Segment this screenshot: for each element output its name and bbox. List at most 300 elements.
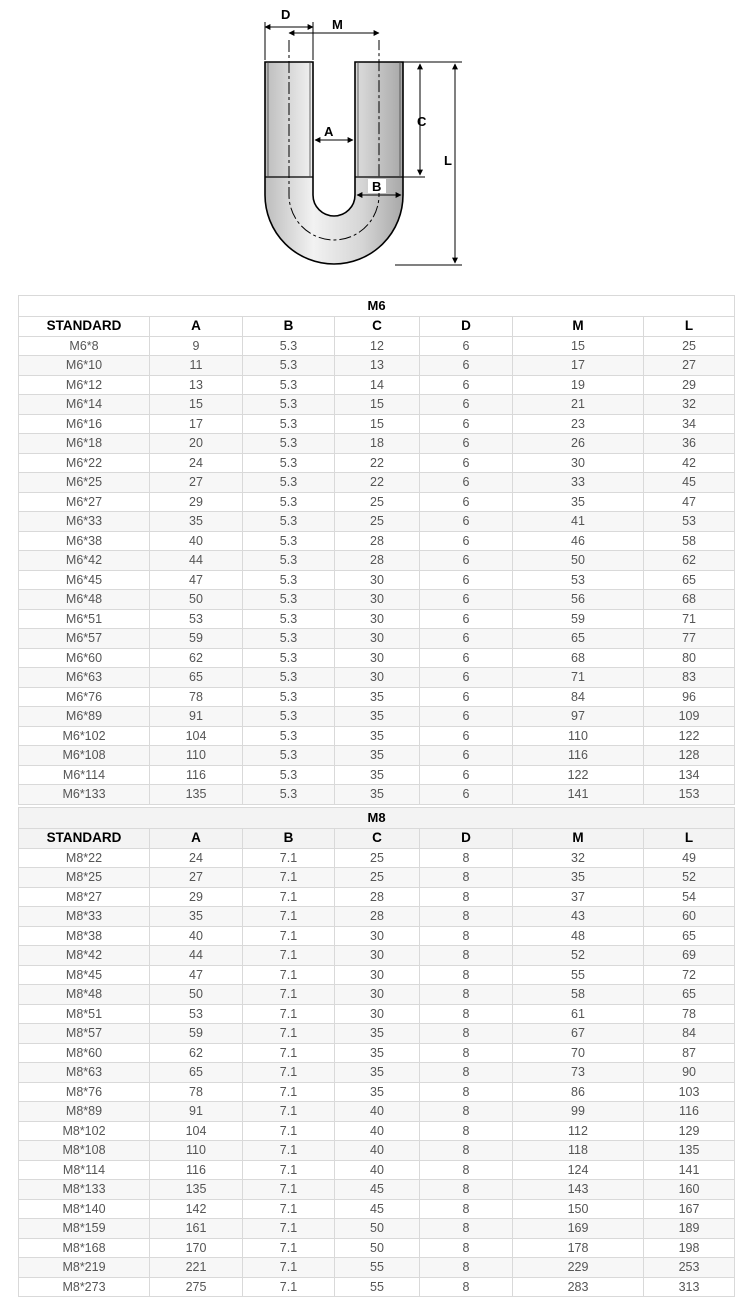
cell-a: 78 bbox=[150, 687, 243, 707]
table-header-row bbox=[19, 829, 735, 849]
column-header-b: B bbox=[243, 829, 335, 849]
cell-standard: M8*51 bbox=[19, 1004, 150, 1024]
cell-a: 50 bbox=[150, 590, 243, 610]
cell-m: 141 bbox=[513, 785, 644, 805]
cell-d: 8 bbox=[420, 1024, 513, 1044]
table-title-row bbox=[19, 296, 735, 317]
column-header-a: A bbox=[150, 317, 243, 337]
cell-a: 62 bbox=[150, 648, 243, 668]
cell-d: 6 bbox=[420, 590, 513, 610]
cell-a: 65 bbox=[150, 1063, 243, 1083]
cell-c: 35 bbox=[335, 1043, 420, 1063]
cell-a: 24 bbox=[150, 848, 243, 868]
table-row bbox=[19, 1160, 735, 1180]
cell-b: 5.3 bbox=[243, 707, 335, 727]
cell-b: 7.1 bbox=[243, 1082, 335, 1102]
cell-l: 72 bbox=[644, 965, 735, 985]
table-row bbox=[19, 668, 735, 688]
cell-b: 7.1 bbox=[243, 1043, 335, 1063]
cell-a: 275 bbox=[150, 1277, 243, 1297]
cell-d: 8 bbox=[420, 1219, 513, 1239]
cell-c: 30 bbox=[335, 926, 420, 946]
cell-m: 56 bbox=[513, 590, 644, 610]
cell-d: 8 bbox=[420, 907, 513, 927]
cell-l: 52 bbox=[644, 868, 735, 888]
cell-l: 42 bbox=[644, 453, 735, 473]
u-bolt-diagram bbox=[0, 0, 750, 290]
cell-standard: M6*14 bbox=[19, 395, 150, 415]
cell-b: 7.1 bbox=[243, 946, 335, 966]
cell-c: 30 bbox=[335, 946, 420, 966]
cell-standard: M8*168 bbox=[19, 1238, 150, 1258]
cell-l: 65 bbox=[644, 926, 735, 946]
cell-m: 35 bbox=[513, 868, 644, 888]
cell-a: 15 bbox=[150, 395, 243, 415]
cell-l: 83 bbox=[644, 668, 735, 688]
cell-m: 58 bbox=[513, 985, 644, 1005]
cell-b: 7.1 bbox=[243, 1141, 335, 1161]
cell-b: 5.3 bbox=[243, 609, 335, 629]
table-row bbox=[19, 785, 735, 805]
column-header-c: C bbox=[335, 829, 420, 849]
table-row bbox=[19, 926, 735, 946]
table-row bbox=[19, 414, 735, 434]
cell-b: 5.3 bbox=[243, 356, 335, 376]
column-header-standard: STANDARD bbox=[19, 317, 150, 337]
table-row bbox=[19, 746, 735, 766]
cell-standard: M8*48 bbox=[19, 985, 150, 1005]
cell-b: 5.3 bbox=[243, 414, 335, 434]
cell-d: 8 bbox=[420, 868, 513, 888]
cell-b: 5.3 bbox=[243, 687, 335, 707]
cell-b: 7.1 bbox=[243, 1180, 335, 1200]
cell-c: 13 bbox=[335, 356, 420, 376]
table-row bbox=[19, 453, 735, 473]
cell-c: 14 bbox=[335, 375, 420, 395]
cell-d: 6 bbox=[420, 746, 513, 766]
cell-m: 97 bbox=[513, 707, 644, 727]
cell-c: 22 bbox=[335, 473, 420, 493]
cell-b: 5.3 bbox=[243, 492, 335, 512]
cell-l: 69 bbox=[644, 946, 735, 966]
cell-c: 40 bbox=[335, 1102, 420, 1122]
label-m: M bbox=[332, 17, 343, 32]
cell-c: 45 bbox=[335, 1180, 420, 1200]
cell-a: 53 bbox=[150, 1004, 243, 1024]
cell-a: 13 bbox=[150, 375, 243, 395]
cell-d: 6 bbox=[420, 765, 513, 785]
cell-a: 104 bbox=[150, 1121, 243, 1141]
cell-a: 62 bbox=[150, 1043, 243, 1063]
table-row bbox=[19, 726, 735, 746]
cell-c: 30 bbox=[335, 1004, 420, 1024]
cell-c: 30 bbox=[335, 629, 420, 649]
cell-l: 198 bbox=[644, 1238, 735, 1258]
cell-c: 25 bbox=[335, 492, 420, 512]
table-row bbox=[19, 707, 735, 727]
cell-m: 67 bbox=[513, 1024, 644, 1044]
cell-c: 30 bbox=[335, 985, 420, 1005]
cell-b: 5.3 bbox=[243, 453, 335, 473]
cell-standard: M8*45 bbox=[19, 965, 150, 985]
cell-standard: M8*63 bbox=[19, 1063, 150, 1083]
cell-c: 15 bbox=[335, 414, 420, 434]
column-header-d: D bbox=[420, 829, 513, 849]
cell-b: 5.3 bbox=[243, 590, 335, 610]
table-title: M8 bbox=[19, 808, 735, 829]
cell-standard: M6*108 bbox=[19, 746, 150, 766]
cell-b: 5.3 bbox=[243, 726, 335, 746]
cell-d: 8 bbox=[420, 1160, 513, 1180]
cell-l: 128 bbox=[644, 746, 735, 766]
cell-m: 70 bbox=[513, 1043, 644, 1063]
cell-d: 8 bbox=[420, 1199, 513, 1219]
table-row bbox=[19, 551, 735, 571]
cell-m: 150 bbox=[513, 1199, 644, 1219]
table-row bbox=[19, 1199, 735, 1219]
cell-d: 8 bbox=[420, 965, 513, 985]
cell-m: 26 bbox=[513, 434, 644, 454]
cell-standard: M6*63 bbox=[19, 668, 150, 688]
cell-c: 28 bbox=[335, 531, 420, 551]
cell-standard: M8*219 bbox=[19, 1258, 150, 1278]
table-row bbox=[19, 648, 735, 668]
cell-b: 5.3 bbox=[243, 746, 335, 766]
cell-a: 17 bbox=[150, 414, 243, 434]
column-header-l: L bbox=[644, 829, 735, 849]
column-header-b: B bbox=[243, 317, 335, 337]
table-row bbox=[19, 687, 735, 707]
table-title: M6 bbox=[19, 296, 735, 317]
table-row bbox=[19, 1258, 735, 1278]
cell-c: 30 bbox=[335, 668, 420, 688]
cell-m: 110 bbox=[513, 726, 644, 746]
cell-standard: M8*42 bbox=[19, 946, 150, 966]
cell-m: 124 bbox=[513, 1160, 644, 1180]
cell-d: 8 bbox=[420, 1063, 513, 1083]
cell-l: 78 bbox=[644, 1004, 735, 1024]
cell-standard: M8*273 bbox=[19, 1277, 150, 1297]
cell-d: 6 bbox=[420, 336, 513, 356]
cell-d: 6 bbox=[420, 785, 513, 805]
cell-d: 6 bbox=[420, 726, 513, 746]
column-header-m: M bbox=[513, 317, 644, 337]
cell-l: 116 bbox=[644, 1102, 735, 1122]
cell-b: 5.3 bbox=[243, 375, 335, 395]
cell-b: 7.1 bbox=[243, 1238, 335, 1258]
cell-d: 6 bbox=[420, 531, 513, 551]
table-row bbox=[19, 1024, 735, 1044]
table-row bbox=[19, 473, 735, 493]
table-row bbox=[19, 434, 735, 454]
cell-b: 5.3 bbox=[243, 395, 335, 415]
cell-standard: M8*159 bbox=[19, 1219, 150, 1239]
cell-c: 35 bbox=[335, 1024, 420, 1044]
cell-a: 35 bbox=[150, 512, 243, 532]
table-row bbox=[19, 907, 735, 927]
cell-m: 19 bbox=[513, 375, 644, 395]
cell-d: 6 bbox=[420, 707, 513, 727]
table-row bbox=[19, 1277, 735, 1297]
cell-standard: M8*22 bbox=[19, 848, 150, 868]
cell-l: 25 bbox=[644, 336, 735, 356]
cell-l: 29 bbox=[644, 375, 735, 395]
label-c: C bbox=[417, 114, 427, 129]
cell-l: 189 bbox=[644, 1219, 735, 1239]
cell-c: 35 bbox=[335, 1082, 420, 1102]
cell-a: 135 bbox=[150, 1180, 243, 1200]
cell-d: 8 bbox=[420, 1102, 513, 1122]
cell-l: 65 bbox=[644, 570, 735, 590]
cell-standard: M8*25 bbox=[19, 868, 150, 888]
table-row bbox=[19, 1063, 735, 1083]
cell-b: 7.1 bbox=[243, 1102, 335, 1122]
table-row bbox=[19, 868, 735, 888]
cell-l: 153 bbox=[644, 785, 735, 805]
cell-d: 6 bbox=[420, 492, 513, 512]
cell-m: 21 bbox=[513, 395, 644, 415]
cell-b: 7.1 bbox=[243, 1121, 335, 1141]
cell-standard: M6*42 bbox=[19, 551, 150, 571]
cell-l: 90 bbox=[644, 1063, 735, 1083]
table-row bbox=[19, 1238, 735, 1258]
column-header-c: C bbox=[335, 317, 420, 337]
table-row bbox=[19, 1180, 735, 1200]
cell-b: 5.3 bbox=[243, 551, 335, 571]
cell-standard: M8*60 bbox=[19, 1043, 150, 1063]
cell-a: 135 bbox=[150, 785, 243, 805]
cell-d: 6 bbox=[420, 453, 513, 473]
cell-m: 84 bbox=[513, 687, 644, 707]
table-row bbox=[19, 395, 735, 415]
cell-l: 36 bbox=[644, 434, 735, 454]
cell-m: 116 bbox=[513, 746, 644, 766]
cell-l: 313 bbox=[644, 1277, 735, 1297]
cell-m: 73 bbox=[513, 1063, 644, 1083]
cell-b: 7.1 bbox=[243, 926, 335, 946]
cell-c: 30 bbox=[335, 609, 420, 629]
cell-standard: M8*57 bbox=[19, 1024, 150, 1044]
cell-standard: M8*108 bbox=[19, 1141, 150, 1161]
cell-b: 7.1 bbox=[243, 1160, 335, 1180]
table-row bbox=[19, 570, 735, 590]
cell-m: 118 bbox=[513, 1141, 644, 1161]
cell-a: 142 bbox=[150, 1199, 243, 1219]
cell-standard: M6*114 bbox=[19, 765, 150, 785]
table-row bbox=[19, 848, 735, 868]
table-header-row bbox=[19, 317, 735, 337]
cell-d: 8 bbox=[420, 1121, 513, 1141]
column-header-d: D bbox=[420, 317, 513, 337]
cell-b: 7.1 bbox=[243, 1004, 335, 1024]
cell-b: 7.1 bbox=[243, 907, 335, 927]
cell-d: 6 bbox=[420, 395, 513, 415]
cell-standard: M6*51 bbox=[19, 609, 150, 629]
cell-b: 5.3 bbox=[243, 336, 335, 356]
cell-a: 221 bbox=[150, 1258, 243, 1278]
table-row bbox=[19, 1219, 735, 1239]
cell-a: 65 bbox=[150, 668, 243, 688]
cell-l: 65 bbox=[644, 985, 735, 1005]
u-bolt-body bbox=[265, 40, 403, 264]
cell-c: 35 bbox=[335, 687, 420, 707]
cell-a: 116 bbox=[150, 765, 243, 785]
column-header-l: L bbox=[644, 317, 735, 337]
cell-d: 6 bbox=[420, 375, 513, 395]
table-row bbox=[19, 887, 735, 907]
cell-m: 33 bbox=[513, 473, 644, 493]
cell-d: 8 bbox=[420, 1004, 513, 1024]
cell-m: 53 bbox=[513, 570, 644, 590]
cell-c: 18 bbox=[335, 434, 420, 454]
cell-l: 80 bbox=[644, 648, 735, 668]
label-d: D bbox=[281, 7, 291, 22]
cell-d: 8 bbox=[420, 985, 513, 1005]
cell-m: 112 bbox=[513, 1121, 644, 1141]
cell-l: 47 bbox=[644, 492, 735, 512]
cell-a: 29 bbox=[150, 492, 243, 512]
column-header-m: M bbox=[513, 829, 644, 849]
cell-standard: M6*57 bbox=[19, 629, 150, 649]
cell-a: 170 bbox=[150, 1238, 243, 1258]
cell-m: 55 bbox=[513, 965, 644, 985]
cell-a: 40 bbox=[150, 926, 243, 946]
cell-a: 47 bbox=[150, 570, 243, 590]
cell-l: 141 bbox=[644, 1160, 735, 1180]
cell-c: 28 bbox=[335, 887, 420, 907]
cell-l: 27 bbox=[644, 356, 735, 376]
cell-c: 25 bbox=[335, 512, 420, 532]
cell-l: 96 bbox=[644, 687, 735, 707]
cell-b: 7.1 bbox=[243, 848, 335, 868]
cell-d: 6 bbox=[420, 473, 513, 493]
cell-d: 8 bbox=[420, 946, 513, 966]
cell-b: 5.3 bbox=[243, 668, 335, 688]
cell-standard: M6*33 bbox=[19, 512, 150, 532]
cell-a: 59 bbox=[150, 629, 243, 649]
cell-m: 41 bbox=[513, 512, 644, 532]
cell-c: 40 bbox=[335, 1160, 420, 1180]
cell-c: 30 bbox=[335, 570, 420, 590]
m6-spec-table bbox=[18, 295, 735, 805]
cell-a: 35 bbox=[150, 907, 243, 927]
cell-standard: M8*76 bbox=[19, 1082, 150, 1102]
cell-l: 122 bbox=[644, 726, 735, 746]
cell-a: 116 bbox=[150, 1160, 243, 1180]
cell-l: 87 bbox=[644, 1043, 735, 1063]
cell-standard: M8*102 bbox=[19, 1121, 150, 1141]
cell-d: 8 bbox=[420, 887, 513, 907]
cell-c: 12 bbox=[335, 336, 420, 356]
cell-d: 8 bbox=[420, 1238, 513, 1258]
cell-b: 5.3 bbox=[243, 765, 335, 785]
cell-a: 110 bbox=[150, 746, 243, 766]
cell-m: 99 bbox=[513, 1102, 644, 1122]
cell-c: 15 bbox=[335, 395, 420, 415]
cell-b: 7.1 bbox=[243, 1258, 335, 1278]
cell-a: 27 bbox=[150, 473, 243, 493]
cell-c: 50 bbox=[335, 1238, 420, 1258]
cell-d: 6 bbox=[420, 512, 513, 532]
cell-l: 62 bbox=[644, 551, 735, 571]
table-row bbox=[19, 356, 735, 376]
cell-m: 46 bbox=[513, 531, 644, 551]
table-row bbox=[19, 629, 735, 649]
cell-a: 110 bbox=[150, 1141, 243, 1161]
cell-a: 91 bbox=[150, 707, 243, 727]
cell-b: 7.1 bbox=[243, 1277, 335, 1297]
cell-standard: M8*33 bbox=[19, 907, 150, 927]
cell-c: 28 bbox=[335, 907, 420, 927]
table-row bbox=[19, 1082, 735, 1102]
cell-b: 7.1 bbox=[243, 1063, 335, 1083]
cell-d: 8 bbox=[420, 1258, 513, 1278]
cell-m: 35 bbox=[513, 492, 644, 512]
cell-d: 6 bbox=[420, 434, 513, 454]
cell-m: 71 bbox=[513, 668, 644, 688]
m8-spec-table bbox=[18, 807, 735, 1297]
cell-l: 135 bbox=[644, 1141, 735, 1161]
cell-b: 7.1 bbox=[243, 868, 335, 888]
table-row bbox=[19, 1004, 735, 1024]
cell-standard: M6*133 bbox=[19, 785, 150, 805]
cell-a: 11 bbox=[150, 356, 243, 376]
cell-c: 30 bbox=[335, 965, 420, 985]
cell-m: 229 bbox=[513, 1258, 644, 1278]
cell-standard: M6*45 bbox=[19, 570, 150, 590]
cell-d: 8 bbox=[420, 1180, 513, 1200]
cell-b: 7.1 bbox=[243, 965, 335, 985]
cell-standard: M6*16 bbox=[19, 414, 150, 434]
cell-m: 32 bbox=[513, 848, 644, 868]
cell-m: 23 bbox=[513, 414, 644, 434]
cell-c: 35 bbox=[335, 707, 420, 727]
cell-l: 134 bbox=[644, 765, 735, 785]
cell-l: 34 bbox=[644, 414, 735, 434]
cell-c: 22 bbox=[335, 453, 420, 473]
cell-c: 55 bbox=[335, 1258, 420, 1278]
cell-c: 30 bbox=[335, 590, 420, 610]
cell-d: 6 bbox=[420, 687, 513, 707]
cell-b: 5.3 bbox=[243, 648, 335, 668]
cell-standard: M6*89 bbox=[19, 707, 150, 727]
table-row bbox=[19, 590, 735, 610]
cell-standard: M6*60 bbox=[19, 648, 150, 668]
cell-l: 60 bbox=[644, 907, 735, 927]
cell-l: 109 bbox=[644, 707, 735, 727]
cell-m: 59 bbox=[513, 609, 644, 629]
table-row bbox=[19, 1043, 735, 1063]
cell-d: 8 bbox=[420, 848, 513, 868]
cell-d: 8 bbox=[420, 1082, 513, 1102]
cell-d: 8 bbox=[420, 1043, 513, 1063]
cell-m: 17 bbox=[513, 356, 644, 376]
cell-c: 35 bbox=[335, 746, 420, 766]
cell-d: 8 bbox=[420, 1277, 513, 1297]
cell-d: 6 bbox=[420, 570, 513, 590]
cell-standard: M6*76 bbox=[19, 687, 150, 707]
cell-m: 283 bbox=[513, 1277, 644, 1297]
cell-m: 122 bbox=[513, 765, 644, 785]
cell-a: 78 bbox=[150, 1082, 243, 1102]
cell-standard: M6*22 bbox=[19, 453, 150, 473]
cell-l: 71 bbox=[644, 609, 735, 629]
table-row bbox=[19, 336, 735, 356]
column-header-standard: STANDARD bbox=[19, 829, 150, 849]
cell-standard: M8*89 bbox=[19, 1102, 150, 1122]
cell-l: 77 bbox=[644, 629, 735, 649]
cell-standard: M6*48 bbox=[19, 590, 150, 610]
